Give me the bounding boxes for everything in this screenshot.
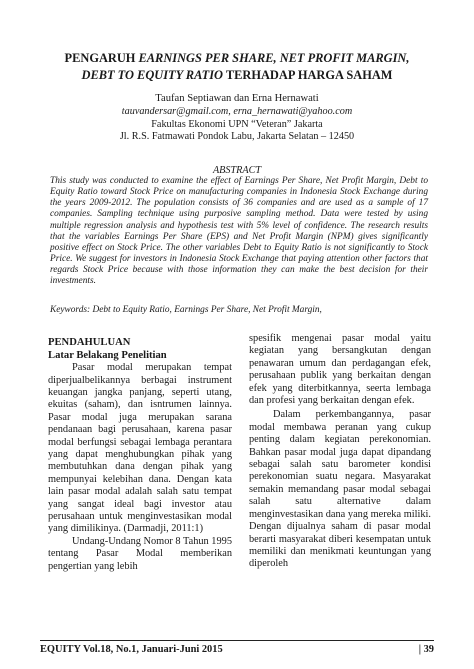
paragraph: Undang-Undang Nomor 8 Tahun 1995 tentang Pasar Modal memberikan pengertian yang lebih xyxy=(48,535,232,572)
keywords: Keywords: Debt to Equity Ratio, Earnings Per Share, Net Profit Margin, xyxy=(50,305,322,315)
paper-title xyxy=(40,50,434,84)
left-column xyxy=(48,337,232,573)
subsection-heading: Latar Belakang Penelitian xyxy=(48,349,167,361)
title-part-italic: DEBT TO EQUITY RATIO xyxy=(81,68,223,82)
paragraph: spesifik mengenai pasar modal yaitu kegiatan yang bersangkutan dengan penawaran umum dan perdagangan efek, perusahaan publik yang berkaitan dengan efek yang diterbitkannya, seerta lembaga dan profesi yang berkaitan dengan efek. xyxy=(249,333,431,407)
title-part: PENGARUH xyxy=(64,51,139,65)
author-address: Jl. R.S. Fatmawati Pondok Labu, Jakarta Selatan – 12450 xyxy=(119,131,355,142)
paragraph: Dalam perkembangannya, pasar modal membawa peranan yang cukup penting dalam kegiatan perekonomian. Bahkan pasar modal juga dapat dipandang sebagai salah satu barometer kondisi perekonomian suatu negara. Masyarakat semakin memandang pasar modal sebagai salah satu alternative dalam menginvestasikan dana yang mereka miliki. Dengan dijualnya saham di pasar modal berarti masyarakat diberi kesempatan untuk memiliki dan menikmati keuntungan yang diperoleh xyxy=(249,409,431,570)
title-part-italic: EARNINGS PER SHARE, NET PROFIT MARGIN, xyxy=(138,51,410,65)
footer-rule xyxy=(40,640,434,641)
right-column xyxy=(249,333,431,571)
title-part: TERHADAP HARGA SAHAM xyxy=(223,68,393,82)
author-affiliation: Fakultas Ekonomi UPN “Veteran” Jakarta xyxy=(151,119,323,130)
section-heading: PENDAHULUAN xyxy=(48,337,131,348)
journal-citation: EQUITY Vol.18, No.1, Januari-Juni 2015 xyxy=(40,644,223,655)
page-number: | 39 xyxy=(418,644,434,655)
abstract-body: This study was conducted to examine the effect of Earnings Per Share, Net Profit Margin, Debt to Equity Ratio toward Stock Price on manufacturing companies in Indonesia Stock Exchange during the years 2009-2012. The population consists of 36 companies and are used as a sample of 17 companies. Sampling technique using purposive sampling method. Data were tested by using multiple regression analysis and hypothesis test with 5% level of confidence. The research results that the variables Earnings Per Share (EPS) and Net Profit Margin (NPM) gives significantly positive effect on Stock Price. The other variables Debt to Equity Ratio is not significantly to Stock Price. We suggest for investors in Indonesia Stock Exchange that paying attention other factors that regards Stock Price because with those information they can make the best decision for their investments. xyxy=(50,176,428,287)
paragraph: Pasar modal merupakan tempat diperjualbelikannya berbagai instrument keuangan jangka panjang, seperti utang, ekuitas (saham), dan isntrumen lainnya. Pasar modal juga merupakan sarana pendanaan bagi perusahaan, karena pasar modal berfungsi sebagai lembaga perantara yang dapat menghubungkan pihak yang membutuhkan dana dengan pihak yang mempunyai kelebihan dana. Dengan kata lain pasar modal adalah salah satu tempat yang sangat ideal bagi investor atau perusahaan untuk menginvestasikan modal yang dimilikinya. (Darmadji, 2011:1) xyxy=(48,362,232,535)
abstract-heading: ABSTRACT xyxy=(212,165,262,176)
author-emails: tauvandersar@gmail.com, erna_hernawati@yahoo.com xyxy=(121,106,353,117)
author-names: Taufan Septiawan dan Erna Hernawati xyxy=(155,93,319,104)
